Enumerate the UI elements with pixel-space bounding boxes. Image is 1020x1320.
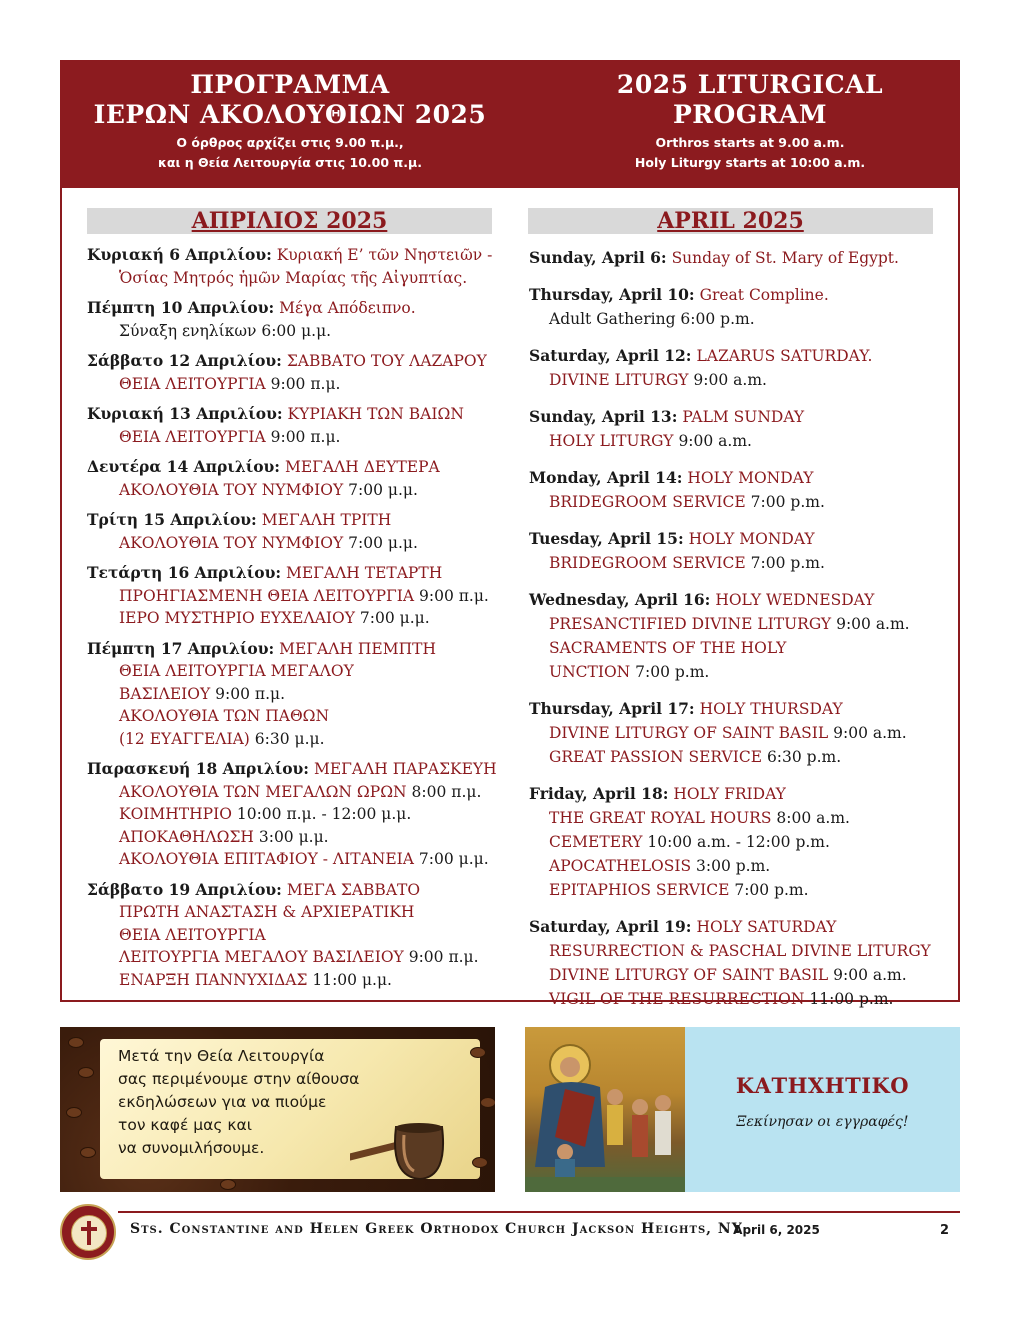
entry-detail-line xyxy=(529,721,939,745)
entry-detail-line xyxy=(87,607,497,630)
service-time: 3:00 μ.μ. xyxy=(253,827,329,846)
service-time: 9:00 a.m. xyxy=(828,966,907,984)
church-logo xyxy=(60,1204,116,1260)
service-name: ΛΕΙΤΟΥΡΓΙΑ ΜΕΓΑΛΟΥ ΒΑΣΙΛΕΙΟΥ xyxy=(119,948,404,966)
schedule-entry xyxy=(529,527,939,575)
entry-detail-line xyxy=(87,585,497,608)
entry-date: Τρίτη 15 Απριλίου: xyxy=(87,510,257,529)
entry-date: Τετάρτη 16 Απριλίου: xyxy=(87,563,282,582)
coffee-line: να συνομιλήσουμε. xyxy=(118,1139,265,1157)
header-banner xyxy=(60,60,960,188)
entry-date: Sunday, April 13: xyxy=(529,407,678,426)
coffee-line: σας περιμένουμε στην αίθουσα xyxy=(118,1070,360,1088)
entry-detail-line xyxy=(529,745,939,769)
service-time: 11:00 μ.μ. xyxy=(307,970,392,989)
entry-heading-line xyxy=(529,405,939,429)
schedule-entry xyxy=(87,244,497,289)
service-name: DIVINE LITURGY OF SAINT BASIL xyxy=(549,966,829,984)
entry-heading-line xyxy=(87,562,497,585)
entry-detail-line xyxy=(87,946,497,969)
service-name: ΕΝΑΡΞΗ ΠΑΝΝΥΧΙΔΑΣ xyxy=(119,970,308,989)
service-name: ΚΟΙΜΗΤΗΡΙΟ xyxy=(119,805,232,823)
service-time: 9:00 π.μ. xyxy=(265,374,341,393)
entry-heading-line xyxy=(529,782,939,806)
service-name: GREAT PASSION SERVICE xyxy=(549,748,763,766)
service-name: ΑΚΟΛΟΥΘΙΑ ΤΩΝ ΜΕΓΑΛΩΝ ΩΡΩΝ xyxy=(119,782,407,801)
greek-schedule xyxy=(87,244,497,999)
service-name: DIVINE LITURGY xyxy=(549,371,689,389)
english-title-line1: 2025 LITURGICAL xyxy=(616,70,884,99)
service-name: HOLY WEDNESDAY xyxy=(710,591,875,609)
schedule-entry xyxy=(87,758,497,871)
entry-detail-line xyxy=(87,373,497,396)
coffee-bean xyxy=(80,1147,96,1158)
entry-detail-line xyxy=(87,660,497,683)
service-name: Μέγα Απόδειπνο. xyxy=(274,299,416,317)
entry-date: Δευτέρα 14 Απριλίου: xyxy=(87,457,281,476)
service-name: BRIDEGROOM SERVICE xyxy=(549,554,746,572)
english-header xyxy=(530,70,970,174)
service-name: HOLY MONDAY xyxy=(682,469,814,487)
schedule-entry xyxy=(529,405,939,453)
service-time: 9:00 a.m. xyxy=(828,724,907,742)
coffee-bean xyxy=(472,1157,488,1168)
service-name: CEMETERY xyxy=(549,833,643,851)
service-name: APOCATHELOSIS xyxy=(549,857,692,875)
service-name: Κυριακή Ε’ τῶν Νηστειῶν - xyxy=(271,246,493,264)
catechism-announcement xyxy=(525,1027,960,1192)
entry-heading-line xyxy=(87,638,497,661)
greek-subtitle-line1: Ο όρθρος αρχίζει στις 9.00 π.μ., xyxy=(176,135,404,150)
church-logo-center xyxy=(71,1215,107,1251)
footer-church-name: Sts. Constantine and Helen Greek Orthodox Church Jackson Heights, NY xyxy=(130,1221,743,1237)
english-month-bar xyxy=(528,208,933,234)
service-name: Sunday of St. Mary of Egypt. xyxy=(666,249,899,267)
entry-heading-line xyxy=(87,456,497,479)
service-time: 7:00 μ.μ. xyxy=(343,480,418,499)
entry-detail-line xyxy=(529,830,939,854)
coffee-line: Μετά την Θεία Λειτουργία xyxy=(118,1047,325,1065)
entry-detail-line xyxy=(87,267,497,290)
service-name: SACRAMENTS OF THE HOLY xyxy=(549,639,787,657)
service-name: ΘΕΙΑ ΛΕΙΤΟΥΡΓΙΑ xyxy=(119,925,266,944)
service-name: ΑΠΟΚΑΘΗΛΩΣΗ xyxy=(119,827,254,846)
schedule-entry xyxy=(87,297,497,342)
entry-date: Σάββατο 19 Απριλίου: xyxy=(87,879,282,899)
entry-date: Πέμπτη 17 Απριλίου: xyxy=(87,638,275,658)
service-name: ΜΕΓΑΛΗ ΔΕΥΤΕΡΑ xyxy=(280,458,440,476)
entry-detail-line xyxy=(87,848,497,871)
service-time: 7:00 p.m. xyxy=(745,554,825,572)
entry-date: Friday, April 18: xyxy=(529,784,669,803)
schedule-entry xyxy=(529,915,939,1011)
entry-date: Wednesday, April 16: xyxy=(529,590,711,609)
cross-icon xyxy=(72,1216,106,1250)
entry-detail-line xyxy=(529,368,939,392)
catechism-subtitle: Ξεκίνησαν οι εγγραφές! xyxy=(736,1114,909,1130)
service-name: VIGIL OF THE RESURRECTION xyxy=(549,990,805,1008)
service-name: Great Compline. xyxy=(694,286,829,304)
service-name: ΑΚΟΛΟΥΘΙΑ ΤΩΝ ΠΑΘΩΝ xyxy=(119,707,330,725)
coffee-bean xyxy=(480,1097,495,1108)
coffee-bean xyxy=(220,1179,236,1190)
entry-heading-line xyxy=(529,527,939,551)
entry-detail-line xyxy=(87,781,497,804)
entry-date: Saturday, April 19: xyxy=(529,917,692,936)
entry-detail-line xyxy=(529,987,939,1011)
entry-detail-line xyxy=(87,924,497,947)
coffee-bean xyxy=(470,1047,486,1058)
entry-detail-line xyxy=(529,307,939,331)
service-name: PALM SUNDAY xyxy=(677,408,805,426)
service-time: 9:00 π.μ. xyxy=(414,586,489,605)
service-time: 8:00 π.μ. xyxy=(406,782,482,801)
page-number: 2 xyxy=(940,1223,950,1238)
service-name: EPITAPHIOS SERVICE xyxy=(549,881,730,899)
greek-title-line1: ΠΡΟΓΡΑΜΜΑ xyxy=(190,70,390,99)
entry-heading-line xyxy=(529,283,939,307)
entry-detail-line xyxy=(87,320,497,343)
service-time: Σύναξη ενηλίκων 6:00 μ.μ. xyxy=(119,321,332,340)
service-name: BRIDEGROOM SERVICE xyxy=(549,493,746,511)
entry-detail-line xyxy=(529,636,939,660)
greek-month-title: ΑΠΡΙΛΙΟΣ 2025 xyxy=(191,208,388,234)
service-name: HOLY SATURDAY xyxy=(691,918,837,936)
coffee-bean xyxy=(68,1037,84,1048)
service-name: ΜΕΓΑΛΗ ΤΡΙΤΗ xyxy=(256,511,392,529)
schedule-entry xyxy=(87,562,497,630)
greek-month-bar xyxy=(87,208,492,234)
english-subtitle-line1: Orthros starts at 9.00 a.m. xyxy=(655,135,845,150)
service-name: ΙΕΡΟ ΜΥΣΤΗΡΙΟ ΕΥΧΕΛΑΙΟΥ xyxy=(119,609,355,627)
entry-detail-line xyxy=(87,479,497,502)
coffee-pot-icon xyxy=(350,1117,450,1183)
entry-heading-line xyxy=(87,350,497,373)
service-name: PRESANCTIFIED DIVINE LITURGY xyxy=(549,615,832,633)
entry-heading-line xyxy=(529,588,939,612)
schedule-entry xyxy=(87,456,497,501)
service-time: 9:00 a.m. xyxy=(673,432,752,450)
service-name: ΜΕΓΑΛΗ ΠΑΡΑΣΚΕΥΗ xyxy=(309,760,497,778)
service-time: 9:00 a.m. xyxy=(688,371,767,389)
entry-date: Monday, April 14: xyxy=(529,468,683,487)
catechism-title: ΚΑΤΗΧΗΤΙΚΟ xyxy=(735,1073,910,1098)
service-time: 7:00 p.m. xyxy=(745,493,825,511)
entry-heading-line xyxy=(529,344,939,368)
service-time: 10:00 π.μ. - 12:00 μ.μ. xyxy=(231,805,412,823)
entry-detail-line xyxy=(87,683,497,706)
service-time: 6:30 μ.μ. xyxy=(249,729,325,748)
entry-detail-line xyxy=(87,705,497,728)
entry-date: Thursday, April 17: xyxy=(529,699,695,718)
service-name: RESURRECTION & PASCHAL DIVINE LITURGY xyxy=(549,942,931,960)
footer-date: - April 6, 2025 xyxy=(724,1223,820,1237)
schedule-entry xyxy=(87,638,497,751)
entry-detail-line xyxy=(87,969,497,992)
service-name: ΘΕΙΑ ΛΕΙΤΟΥΡΓΙΑ xyxy=(119,374,266,393)
service-time: 3:00 p.m. xyxy=(691,857,771,875)
entry-date: Thursday, April 10: xyxy=(529,285,695,304)
schedule-entry xyxy=(87,879,497,992)
entry-date: Saturday, April 12: xyxy=(529,346,692,365)
entry-heading-line xyxy=(87,244,497,267)
entry-detail-line xyxy=(529,551,939,575)
service-name: HOLY MONDAY xyxy=(683,530,815,548)
service-time: 7:00 μ.μ. xyxy=(413,850,489,868)
footer-divider xyxy=(118,1211,960,1213)
service-name: HOLY LITURGY xyxy=(549,432,674,450)
service-time: 11:00 p.m. xyxy=(804,990,894,1008)
service-name: ΚΥΡΙΑΚΗ ΤΩΝ ΒΑΙΩΝ xyxy=(282,405,464,423)
entry-heading-line xyxy=(87,879,497,902)
schedule-entry xyxy=(529,466,939,514)
entry-heading-line xyxy=(529,915,939,939)
service-name: ΣΑΒΒΑΤΟ ΤΟΥ ΛΑΖΑΡΟΥ xyxy=(281,352,487,370)
greek-title-line2: ΙΕΡΩΝ ΑΚΟΛΟΥΘΙΩΝ 2025 xyxy=(93,100,487,129)
service-name: ΑΚΟΛΟΥΘΙΑ ΤΟΥ ΝΥΜΦΙΟΥ xyxy=(119,480,344,499)
entry-detail-line xyxy=(529,806,939,830)
entry-heading-line xyxy=(87,297,497,320)
entry-detail-line xyxy=(529,854,939,878)
entry-date: Σάββατο 12 Απριλίου: xyxy=(87,351,282,370)
service-time: 9:00 a.m. xyxy=(831,615,910,633)
entry-heading-line xyxy=(529,466,939,490)
service-name: UNCTION xyxy=(549,663,631,681)
service-time: 6:30 p.m. xyxy=(762,748,842,766)
coffee-line: εκδηλώσεων για να πιούμε xyxy=(118,1093,327,1111)
service-time: 9:00 π.μ. xyxy=(210,684,286,703)
coffee-announcement xyxy=(60,1027,495,1192)
service-time: 7:00 p.m. xyxy=(630,663,710,681)
schedule-entry xyxy=(87,509,497,554)
entry-heading-line xyxy=(529,246,939,270)
entry-detail-line xyxy=(87,803,497,826)
schedule-entry xyxy=(529,697,939,769)
schedule-entry xyxy=(87,350,497,395)
coffee-bean xyxy=(66,1107,82,1118)
schedule-entry xyxy=(529,283,939,331)
entry-detail-line xyxy=(529,878,939,902)
schedule-entry xyxy=(529,588,939,684)
service-time: 7:00 μ.μ. xyxy=(343,533,418,552)
english-month-title: APRIL 2025 xyxy=(657,208,804,234)
entry-date: Κυριακή 13 Απριλίου: xyxy=(87,404,283,423)
english-subtitle-line2: Holy Liturgy starts at 10:00 a.m. xyxy=(634,155,866,170)
service-time: 10:00 a.m. - 12:00 p.m. xyxy=(642,833,830,851)
service-name: ΑΚΟΛΟΥΘΙΑ ΤΟΥ ΝΥΜΦΙΟΥ xyxy=(119,533,344,552)
service-time: 8:00 a.m. xyxy=(771,809,850,827)
entry-date: Παρασκευή 18 Απριλίου: xyxy=(87,759,310,778)
service-name: LAZARUS SATURDAY. xyxy=(691,347,873,365)
service-time: 7:00 p.m. xyxy=(729,881,809,899)
service-name: ΑΚΟΛΟΥΘΙΑ ΕΠΙΤΑΦΙΟΥ - ΛΙΤΑΝΕΙΑ xyxy=(119,850,414,868)
entry-detail-line xyxy=(529,490,939,514)
entry-detail-line xyxy=(87,826,497,849)
entry-date: Πέμπτη 10 Απριλίου: xyxy=(87,298,275,317)
entry-heading-line xyxy=(529,697,939,721)
christ-with-children-icon xyxy=(525,1027,685,1192)
service-name: ΘΕΙΑ ΛΕΙΤΟΥΡΓΙΑ xyxy=(119,427,266,446)
english-schedule xyxy=(529,246,939,1024)
entry-detail-line xyxy=(87,901,497,924)
schedule-entry xyxy=(529,246,939,270)
service-name: ΠΡΩΤΗ ΑΝΑΣΤΑΣΗ & ΑΡΧΙΕΡΑΤΙΚΗ xyxy=(119,903,415,921)
english-title-line2: PROGRAM xyxy=(672,100,828,129)
service-name: THE GREAT ROYAL HOURS xyxy=(549,809,772,827)
entry-detail-line xyxy=(529,660,939,684)
greek-header xyxy=(70,70,510,174)
service-name: ΜΕΓΑ ΣΑΒΒΑΤΟ xyxy=(281,880,421,899)
entry-detail-line xyxy=(529,963,939,987)
greek-subtitle-line2: και η Θεία Λειτουργία στις 10.00 π.μ. xyxy=(158,155,422,170)
entry-heading-line xyxy=(87,758,497,781)
service-name: (12 ΕΥΑΓΓΕΛΙΑ) xyxy=(119,729,250,748)
service-name: DIVINE LITURGY OF SAINT BASIL xyxy=(549,724,829,742)
entry-detail-line xyxy=(87,426,497,449)
service-name: Ὁσίας Μητρός ἡμῶν Μαρίας τῆς Αἰγυπτίας. xyxy=(119,268,468,287)
entry-detail-line xyxy=(529,429,939,453)
entry-heading-line xyxy=(87,403,497,426)
service-name: ΒΑΣΙΛΕΙΟΥ xyxy=(119,684,211,703)
service-time: Adult Gathering 6:00 p.m. xyxy=(549,310,755,328)
entry-date: Tuesday, April 15: xyxy=(529,529,684,548)
service-name: HOLY FRIDAY xyxy=(668,785,786,803)
service-time: 7:00 μ.μ. xyxy=(354,609,430,627)
service-name: ΠΡΟΗΓΙΑΣΜΕΝΗ ΘΕΙΑ ΛΕΙΤΟΥΡΓΙΑ xyxy=(119,586,415,605)
entry-detail-line xyxy=(529,612,939,636)
entry-date: Κυριακή 6 Απριλίου: xyxy=(87,245,272,264)
service-time: 9:00 π.μ. xyxy=(403,948,479,966)
entry-detail-line xyxy=(87,728,497,751)
service-name: HOLY THURSDAY xyxy=(694,700,843,718)
entry-heading-line xyxy=(87,509,497,532)
schedule-entry xyxy=(87,403,497,448)
service-name: ΜΕΓΑΛΗ ΠΕΜΠΤΗ xyxy=(274,639,436,658)
coffee-bean xyxy=(78,1067,94,1078)
schedule-entry xyxy=(529,344,939,392)
entry-date: Sunday, April 6: xyxy=(529,248,667,267)
service-time: 9:00 π.μ. xyxy=(265,427,341,446)
entry-detail-line xyxy=(529,939,939,963)
service-name: ΘΕΙΑ ΛΕΙΤΟΥΡΓΙΑ ΜΕΓΑΛΟΥ xyxy=(119,662,354,680)
entry-detail-line xyxy=(87,532,497,555)
coffee-line: τον καφέ μας και xyxy=(118,1116,252,1134)
schedule-entry xyxy=(529,782,939,902)
service-name: ΜΕΓΑΛΗ ΤΕΤΑΡΤΗ xyxy=(281,564,443,582)
